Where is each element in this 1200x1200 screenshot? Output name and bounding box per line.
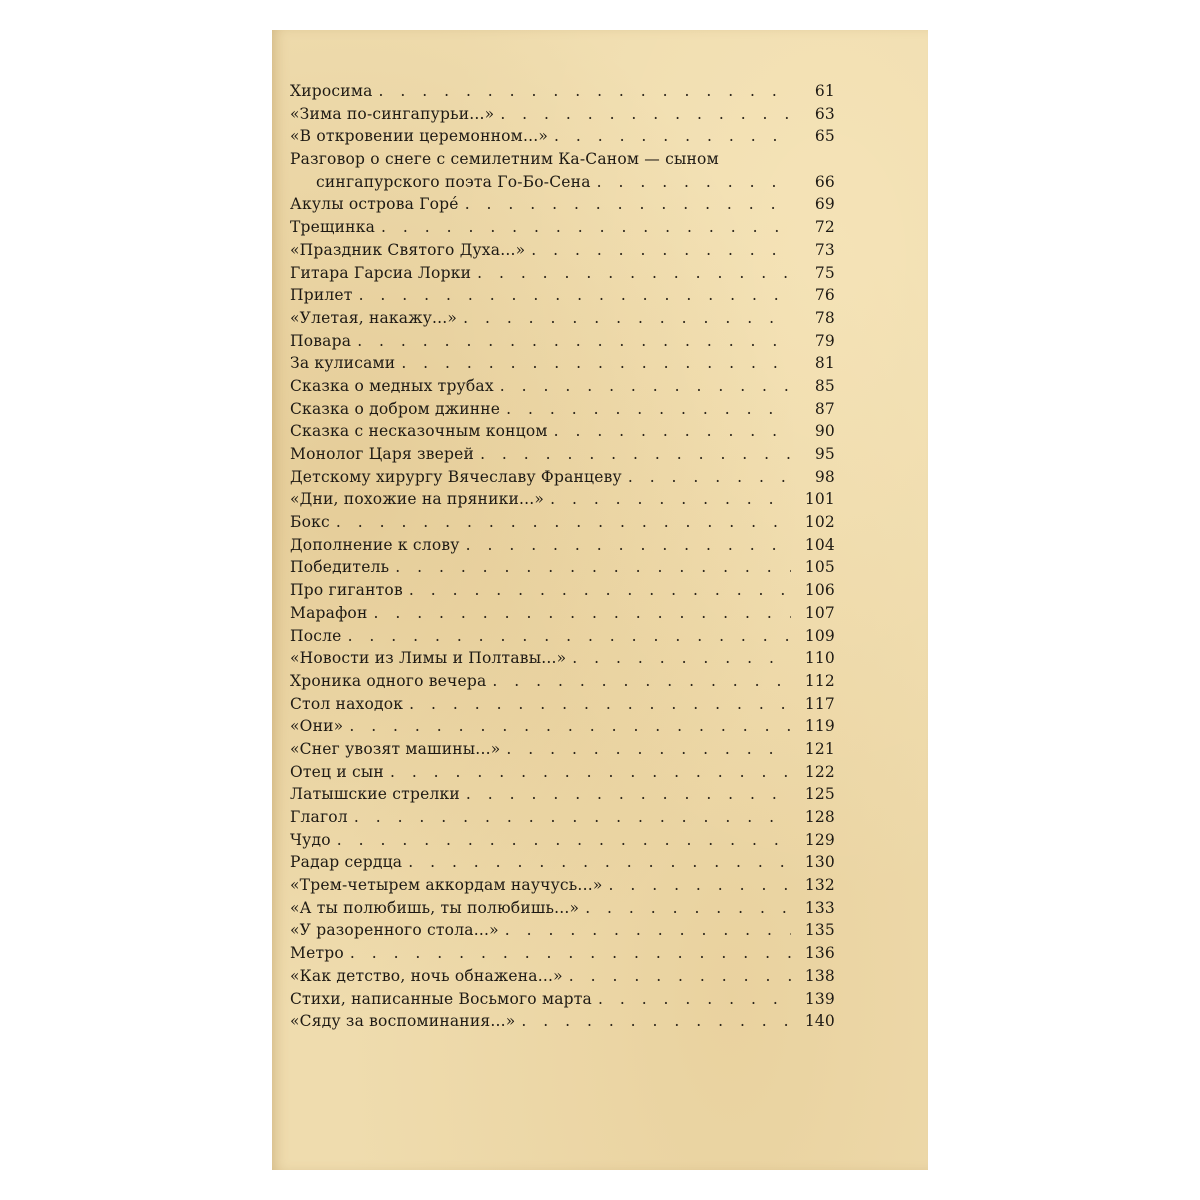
toc-entry <box>290 330 835 353</box>
toc-entry-title: Метро <box>290 944 344 963</box>
leader-dots <box>505 919 791 942</box>
toc-entry-title: Стол находок <box>290 694 404 713</box>
toc-entry <box>290 443 835 466</box>
toc-entry <box>290 103 835 126</box>
toc-entry-title: Радар сердца <box>290 853 403 872</box>
toc-entry <box>290 851 835 874</box>
toc-entry <box>290 284 835 307</box>
toc-entry <box>290 602 835 625</box>
toc-entry-page: 106 <box>804 581 835 600</box>
toc-entry-title: Монолог Царя зверей <box>290 445 475 464</box>
toc-entry-page: 85 <box>814 376 835 395</box>
toc-entry-title: Хиросима <box>290 82 373 100</box>
toc-entry <box>290 670 835 693</box>
leader-dots <box>401 352 791 375</box>
toc-entry <box>290 988 835 1011</box>
toc-entry-page: 109 <box>804 626 835 645</box>
leader-dots <box>569 965 791 988</box>
toc-entry <box>290 829 835 852</box>
toc-entry <box>290 874 835 897</box>
toc-entry <box>290 693 835 716</box>
toc-entry-page: 90 <box>814 422 835 441</box>
toc-entry-page: 110 <box>804 649 835 668</box>
toc-entry-page: 98 <box>814 467 835 486</box>
leader-dots <box>390 761 791 784</box>
toc-entry-title: Отец и сын <box>290 762 384 781</box>
leader-dots <box>597 171 791 194</box>
toc-entry-title: «Трем-четырем аккордам научусь...» <box>290 876 603 895</box>
toc-entry-page: 136 <box>804 944 835 963</box>
leader-dots <box>350 942 791 965</box>
leader-dots <box>500 103 791 126</box>
leader-dots <box>336 511 791 534</box>
toc-entry <box>290 647 835 670</box>
toc-entry <box>290 919 835 942</box>
toc-entry <box>290 1010 835 1033</box>
leader-dots <box>409 579 791 602</box>
toc-entry <box>290 534 835 557</box>
toc-entry <box>290 556 835 579</box>
toc-entry <box>290 262 835 285</box>
toc-entry-title: Дополнение к слову <box>290 535 460 554</box>
leader-dots <box>550 488 791 511</box>
toc-entry-page: 87 <box>814 399 835 418</box>
leader-dots <box>466 534 791 557</box>
toc-entry <box>290 125 835 148</box>
toc-entry-page: 78 <box>814 308 835 327</box>
toc-entry-page: 95 <box>814 445 835 464</box>
toc-entry-page: 75 <box>814 263 835 282</box>
toc-entry-page: 79 <box>814 331 835 350</box>
toc-entry <box>290 148 835 193</box>
leader-dots <box>465 193 791 216</box>
toc-entry-title: Сказка с несказочным концом <box>290 422 548 441</box>
toc-entry-title: Глагол <box>290 808 348 827</box>
toc-entry-title: «Дни, похожие на пряники...» <box>290 490 545 509</box>
toc-entry-title: Марафон <box>290 603 368 622</box>
leader-dots <box>337 829 791 852</box>
toc-entry <box>290 715 835 738</box>
toc-entry <box>290 80 835 103</box>
toc-entry-title: Сказка о добром джинне <box>290 399 501 418</box>
toc-entry-page: 104 <box>804 535 835 554</box>
toc-entry <box>290 488 835 511</box>
toc-entry-page: 129 <box>804 830 835 849</box>
toc-entry-page: 107 <box>804 603 835 622</box>
leader-dots <box>500 375 791 398</box>
toc-entry-title: «А ты полюбишь, ты полюбишь...» <box>290 898 580 917</box>
leader-dots <box>521 1010 791 1033</box>
toc-entry <box>290 783 835 806</box>
toc-entry <box>290 193 835 216</box>
toc-entry-page: 69 <box>814 195 835 214</box>
toc-entry-page: 140 <box>804 1012 835 1031</box>
toc-entry <box>290 307 835 330</box>
toc-entry-title: Стихи, написанные Восьмого марта <box>290 989 592 1008</box>
toc-entry-page: 132 <box>804 876 835 895</box>
toc-entry-page: 102 <box>804 513 835 532</box>
leader-dots <box>628 466 791 489</box>
toc-entry <box>290 806 835 829</box>
leader-dots <box>506 738 791 761</box>
toc-entry <box>290 738 835 761</box>
toc-entry-page: 101 <box>804 490 835 509</box>
toc-entry-title: Трещинка <box>290 218 376 237</box>
toc-entry-page: 133 <box>804 898 835 917</box>
leader-dots <box>598 988 791 1011</box>
toc-entry-page: 119 <box>804 717 835 736</box>
toc-entry-title: «Снег увозят машины...» <box>290 739 501 758</box>
leader-dots <box>373 602 791 625</box>
toc-entry <box>290 625 835 648</box>
toc-entry-page: 73 <box>814 240 835 259</box>
toc-entry-title: «Сяду за воспоминания...» <box>290 1012 516 1031</box>
leader-dots <box>554 125 791 148</box>
toc-entry-title: Победитель <box>290 558 390 577</box>
toc-entry-page: 121 <box>804 739 835 758</box>
leader-dots <box>609 874 791 897</box>
leader-dots <box>354 806 791 829</box>
toc-entry <box>290 511 835 534</box>
leader-dots <box>531 239 791 262</box>
leader-dots <box>359 284 791 307</box>
leader-dots <box>395 556 791 579</box>
leader-dots <box>349 715 791 738</box>
toc-entry-title: Гитара Гарсиа Лорки <box>290 263 472 282</box>
leader-dots <box>554 420 791 443</box>
toc-entry-title: Латышские стрелки <box>290 785 460 804</box>
toc-entry-page: 135 <box>804 921 835 940</box>
toc-entry-page: 130 <box>804 853 835 872</box>
toc-entry <box>290 398 835 421</box>
toc-entry-page: 72 <box>814 218 835 237</box>
toc-entry-title: После <box>290 626 342 645</box>
toc-entry-page: 61 <box>814 82 835 100</box>
toc-entry <box>290 466 835 489</box>
toc-entry-page: 112 <box>804 671 835 690</box>
toc-entry-page: 125 <box>804 785 835 804</box>
toc-entry-title: За кулисами <box>290 354 396 373</box>
toc-entry-title-continued: сингапурского поэта Го-Бо-Сена <box>316 172 591 191</box>
toc-entry <box>290 897 835 920</box>
toc-entry-page: 138 <box>804 966 835 985</box>
toc-entry-title: Про гигантов <box>290 581 403 600</box>
leader-dots <box>572 647 791 670</box>
leader-dots <box>466 783 791 806</box>
toc-entry-title: «У разоренного стола...» <box>290 921 499 940</box>
toc-entry-page: 66 <box>814 172 835 191</box>
toc-entry-title: «Они» <box>290 717 344 736</box>
toc-entry <box>290 579 835 602</box>
toc-entry-title: Хроника одного вечера <box>290 671 487 690</box>
toc-entry-page: 65 <box>814 127 835 146</box>
toc-entry-page: 139 <box>804 989 835 1008</box>
toc-entry <box>290 216 835 239</box>
toc-entry-title: Бокс <box>290 513 330 532</box>
leader-dots <box>408 851 791 874</box>
toc-entry <box>290 965 835 988</box>
leader-dots <box>381 216 791 239</box>
toc-entry-title: «Праздник Святого Духа...» <box>290 240 526 259</box>
toc-entry-title: «Зима по-сингапурьи...» <box>290 104 495 123</box>
toc-entry-page: 128 <box>804 808 835 827</box>
leader-dots <box>492 670 791 693</box>
toc-entry-title: Повара <box>290 331 352 350</box>
toc-entry-title: «Как детство, ночь обнажена...» <box>290 966 563 985</box>
toc-entry <box>290 942 835 965</box>
toc-entry-title: Акулы острова Горе́ <box>290 195 459 214</box>
toc-entry-title: «Улетая, накажу...» <box>290 308 458 327</box>
toc-entry-title: Прилет <box>290 286 353 305</box>
toc-entry-title: «Новости из Лимы и Полтавы...» <box>290 649 567 668</box>
toc-entry <box>290 375 835 398</box>
toc-entry-title: Разговор о снеге с семилетним Ка-Саном — сыном <box>290 150 719 169</box>
toc-entry <box>290 352 835 375</box>
leader-dots <box>463 307 791 330</box>
toc-entry-page: 63 <box>814 104 835 123</box>
toc-entry <box>290 761 835 784</box>
leader-dots <box>409 693 791 716</box>
toc-entry-title: Чудо <box>290 830 331 849</box>
leader-dots <box>477 262 791 285</box>
toc-entry-page: 76 <box>814 286 835 305</box>
table-of-contents <box>290 80 835 1033</box>
toc-entry <box>290 420 835 443</box>
leader-dots <box>348 625 791 648</box>
leader-dots <box>480 443 791 466</box>
toc-entry-page: 117 <box>804 694 835 713</box>
toc-entry-page: 81 <box>814 354 835 373</box>
toc-entry <box>290 239 835 262</box>
leader-dots <box>506 398 791 421</box>
leader-dots <box>585 897 791 920</box>
leader-dots <box>379 80 791 103</box>
leader-dots <box>357 330 791 353</box>
toc-entry-title: Детскому хирургу Вячеславу Францеву <box>290 467 622 486</box>
toc-entry-title: Сказка о медных трубах <box>290 376 494 395</box>
toc-entry-page: 105 <box>804 558 835 577</box>
toc-entry-title: «В откровении церемонном...» <box>290 127 549 146</box>
toc-entry-page: 122 <box>804 762 835 781</box>
